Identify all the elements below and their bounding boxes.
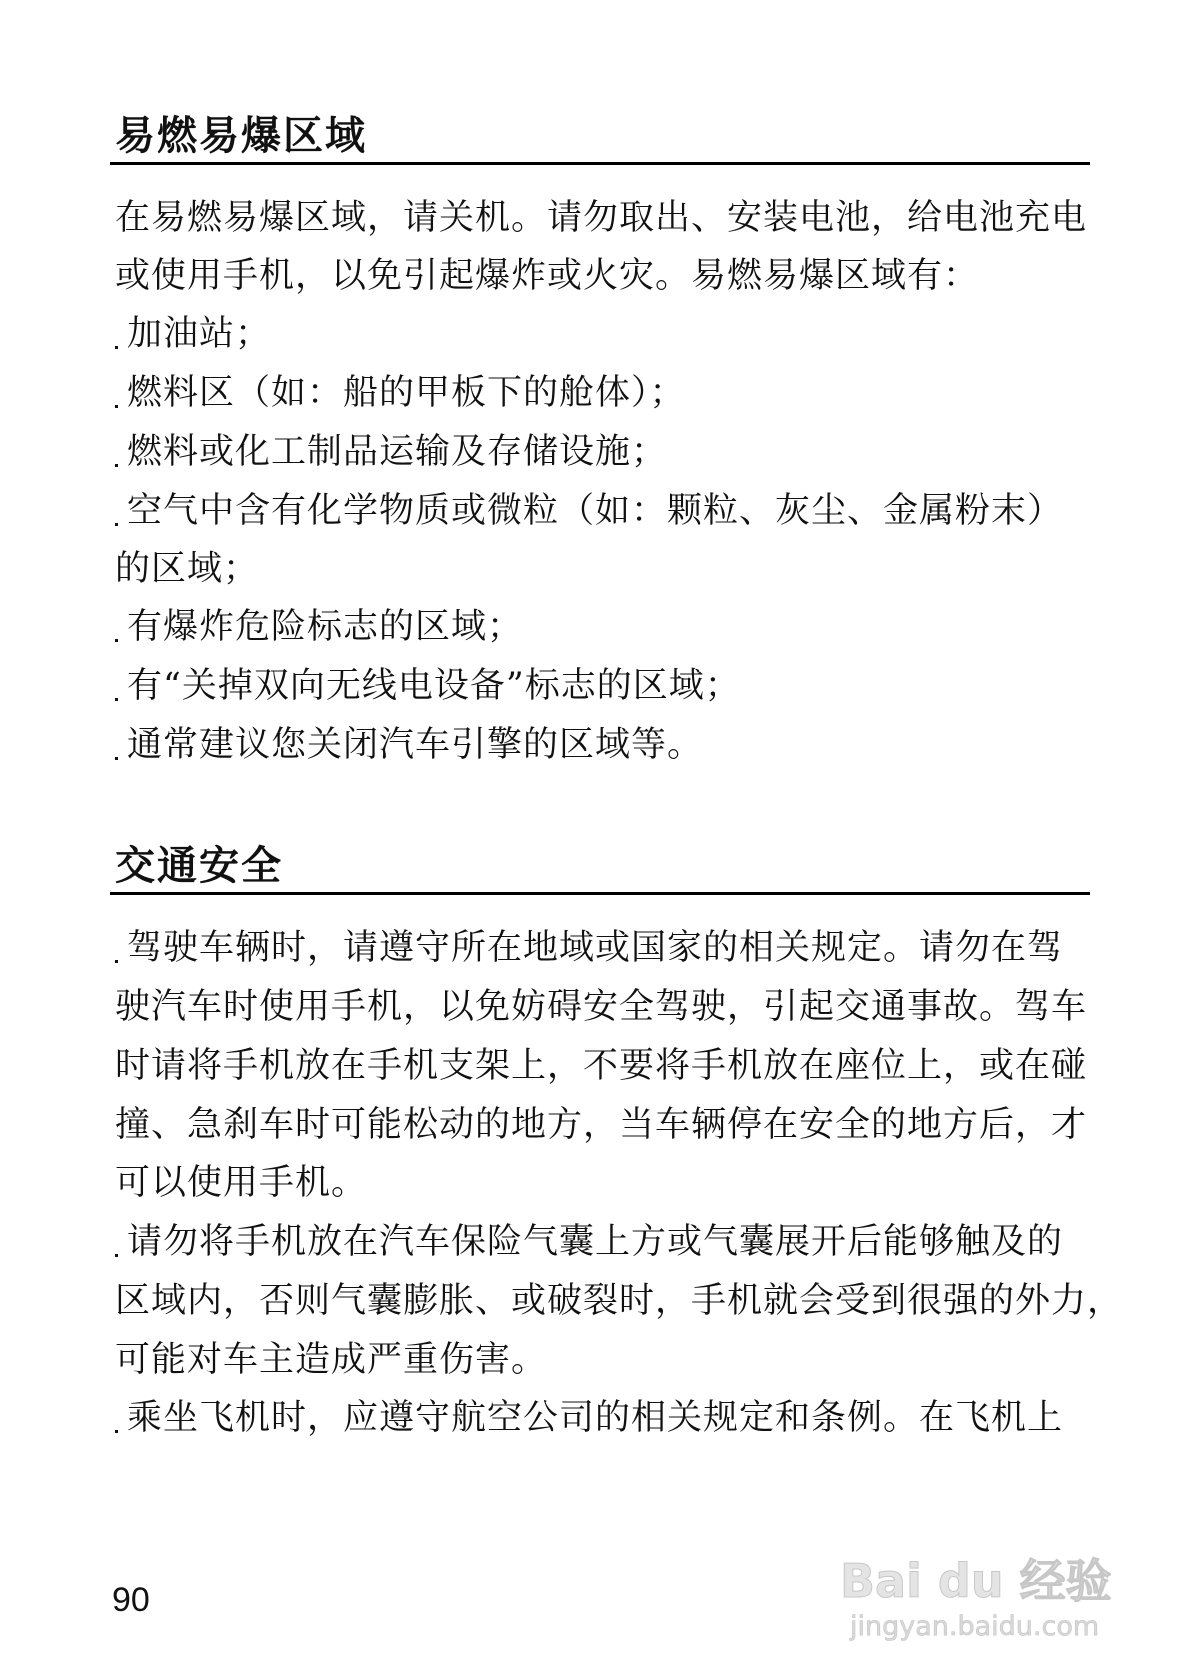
watermark-url: jingyan.baidu.com <box>850 1611 1100 1642</box>
list-item-continuation: 驶汽车时使用手机，以免妨碍安全驾驶，引起交通事故。驾车 <box>115 987 1088 1027</box>
list-item-continuation: 可以使用手机。 <box>115 1163 368 1203</box>
list-item-text: 燃料区（如：船的甲板下的舱体）； <box>127 373 686 413</box>
list-item-text: 通常建议您关闭汽车引擎的区域等。 <box>127 725 704 765</box>
list-item-text: 乘坐飞机时，应遵守航空公司的相关规定和条例。在飞机上 <box>127 1398 1064 1438</box>
list-item-text: 燃料或化工制品运输及存储设施； <box>127 432 668 472</box>
list-item-continuation: 区域内，否则气囊膨胀、或破裂时，手机就会受到很强的外力， <box>115 1281 1124 1321</box>
list-item-text: 有爆炸危险标志的区域； <box>127 607 524 647</box>
baidu-logo <box>840 1545 1112 1611</box>
page-number: 90 <box>112 1581 150 1619</box>
list-item-text: 驾驶车辆时，请遵守所在地域或国家的相关规定。请勿在驾 <box>127 928 1064 968</box>
list-item-continuation: 撞、急刹车时可能松动的地方，当车辆停在安全的地方后，才 <box>115 1105 1088 1145</box>
list-item <box>113 605 523 649</box>
list-item <box>113 489 1063 533</box>
paragraph-line: 在易燃易爆区域，请关机。请勿取出、安装电池，给电池充电 <box>115 198 1088 238</box>
baidu-jingyan-watermark <box>840 1545 1120 1655</box>
list-item <box>113 664 741 708</box>
section-title-flammable-areas: 易燃易爆区域 <box>115 113 367 159</box>
list-item-continuation: 时请将手机放在手机支架上，不要将手机放在座位上，或在碰 <box>115 1046 1088 1086</box>
section-divider <box>110 892 1090 895</box>
list-item-continuation: 的区域； <box>115 549 260 589</box>
list-item-continuation: 可能对车主造成严重伤害。 <box>115 1340 548 1380</box>
list-item <box>113 312 271 356</box>
list-item-text: 加油站； <box>127 314 272 354</box>
list-item-text: 空气中含有化学物质或微粒（如：颗粒、灰尘、金属粉末） <box>127 491 1064 531</box>
list-item <box>113 1220 1063 1264</box>
section-title-traffic-safety: 交通安全 <box>115 843 283 889</box>
list-item-text: 请勿将手机放在汽车保险气囊上方或气囊展开后能够触及的 <box>127 1222 1064 1262</box>
list-item <box>113 723 703 767</box>
list-item-text: 有“关掉双向无线电设备”标志的区域； <box>127 666 741 706</box>
paragraph-line: 或使用手机，以免引起爆炸或火灾。易燃易爆区域有： <box>115 256 980 296</box>
list-item <box>113 926 1063 970</box>
section-divider <box>110 162 1090 165</box>
watermark-logo-text: Bai du 经验 <box>840 1554 1112 1608</box>
list-item <box>113 430 667 474</box>
list-item <box>113 1396 1063 1440</box>
list-item <box>113 371 686 415</box>
